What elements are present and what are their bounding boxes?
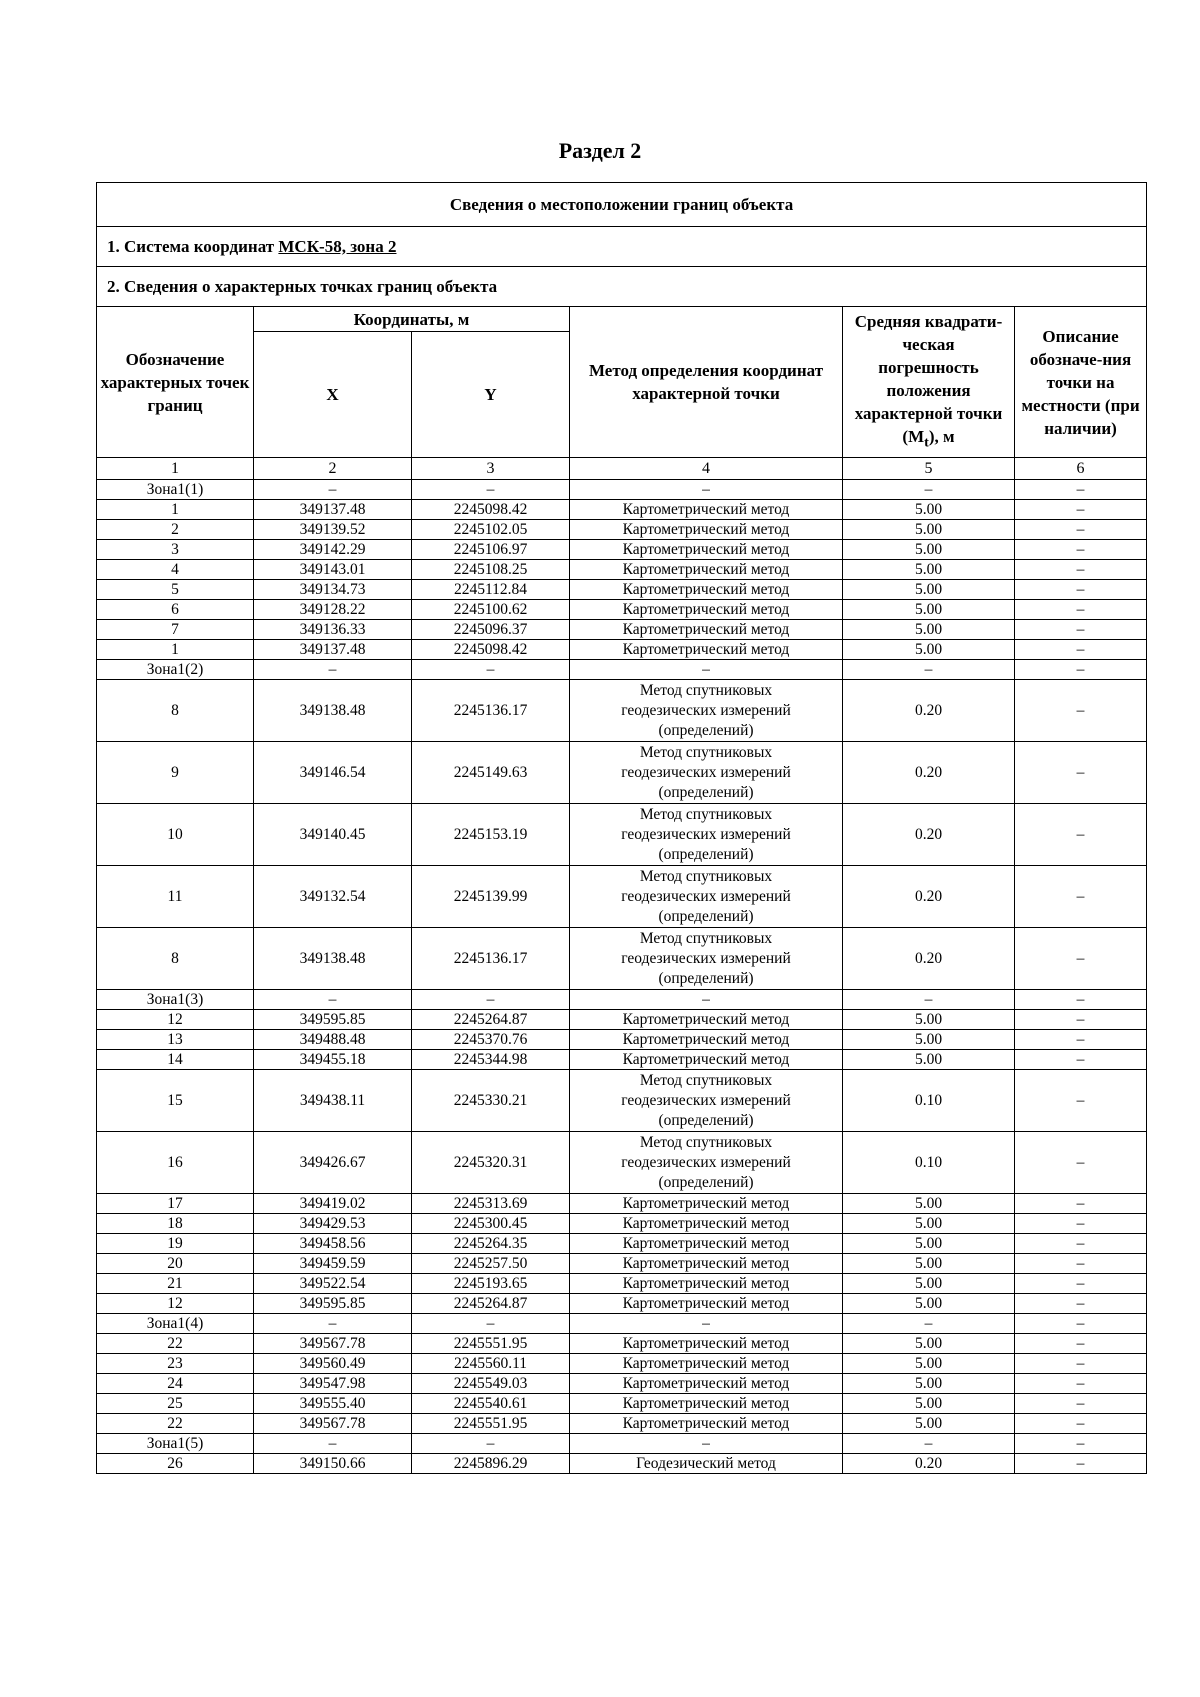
coord-x: 349150.66 xyxy=(254,1454,412,1474)
description: – xyxy=(1015,680,1147,742)
coord-y: 2245330.21 xyxy=(412,1070,570,1132)
coord-x: 349438.11 xyxy=(254,1070,412,1132)
mean-error: 0.20 xyxy=(843,928,1015,990)
table-row xyxy=(97,680,1147,742)
mean-error: 0.20 xyxy=(843,1454,1015,1474)
table-row xyxy=(97,866,1147,928)
coord-y: 2245139.99 xyxy=(412,866,570,928)
table-row xyxy=(97,1294,1147,1314)
method: Метод спутниковых геодезических измерений (определений) xyxy=(570,1132,843,1194)
table-row xyxy=(97,640,1147,660)
mean-error: 0.20 xyxy=(843,866,1015,928)
description: – xyxy=(1015,1354,1147,1374)
point-id: 9 xyxy=(97,742,254,804)
coord-y: 2245313.69 xyxy=(412,1194,570,1214)
mean-error: 5.00 xyxy=(843,1254,1015,1274)
table-row xyxy=(97,580,1147,600)
coord-x: 349595.85 xyxy=(254,1294,412,1314)
description: – xyxy=(1015,1070,1147,1132)
description: – xyxy=(1015,1010,1147,1030)
method: Метод спутниковых геодезических измерений (определений) xyxy=(570,1070,843,1132)
col-header-method: Метод определения координат характерной точки xyxy=(570,307,843,458)
method: Метод спутниковых геодезических измерений (определений) xyxy=(570,928,843,990)
description: – xyxy=(1015,500,1147,520)
zone-dash: – xyxy=(254,1314,412,1334)
method: Картометрический метод xyxy=(570,1010,843,1030)
coordinate-system xyxy=(97,227,1147,267)
coord-x: 349429.53 xyxy=(254,1214,412,1234)
table-row xyxy=(97,540,1147,560)
description: – xyxy=(1015,1414,1147,1434)
description: – xyxy=(1015,1030,1147,1050)
coord-y: 2245098.42 xyxy=(412,500,570,520)
zone-dash: – xyxy=(254,990,412,1010)
col-header-coords: Координаты, м xyxy=(254,307,570,332)
mean-error: 5.00 xyxy=(843,1374,1015,1394)
method: Картометрический метод xyxy=(570,560,843,580)
zone-dash: – xyxy=(843,990,1015,1010)
coord-x: 349426.67 xyxy=(254,1132,412,1194)
zone-dash: – xyxy=(1015,990,1147,1010)
method: Картометрический метод xyxy=(570,580,843,600)
zone-row xyxy=(97,990,1147,1010)
table-row xyxy=(97,928,1147,990)
coord-x: 349547.98 xyxy=(254,1374,412,1394)
zone-dash: – xyxy=(570,480,843,500)
coord-y: 2245344.98 xyxy=(412,1050,570,1070)
point-id: 1 xyxy=(97,640,254,660)
coord-y: 2245896.29 xyxy=(412,1454,570,1474)
mean-error: 5.00 xyxy=(843,1414,1015,1434)
zone-dash: – xyxy=(1015,660,1147,680)
mean-error: 5.00 xyxy=(843,1234,1015,1254)
point-id: 8 xyxy=(97,680,254,742)
mean-error: 0.10 xyxy=(843,1132,1015,1194)
mean-error: 5.00 xyxy=(843,1274,1015,1294)
coord-x: 349595.85 xyxy=(254,1010,412,1030)
table-title: Сведения о местоположении границ объекта xyxy=(97,183,1147,227)
coord-y: 2245264.35 xyxy=(412,1234,570,1254)
col-header-description: Описание обозначе-ния точки на местности (при наличии) xyxy=(1015,307,1147,458)
zone-dash: – xyxy=(412,990,570,1010)
point-id: 22 xyxy=(97,1334,254,1354)
description: – xyxy=(1015,620,1147,640)
method: Картометрический метод xyxy=(570,1234,843,1254)
method: Картометрический метод xyxy=(570,520,843,540)
description: – xyxy=(1015,1214,1147,1234)
table-row xyxy=(97,1070,1147,1132)
zone-dash: – xyxy=(1015,480,1147,500)
table-row xyxy=(97,742,1147,804)
method: Картометрический метод xyxy=(570,1274,843,1294)
description: – xyxy=(1015,1050,1147,1070)
table-row xyxy=(97,1334,1147,1354)
point-id: 13 xyxy=(97,1030,254,1050)
description: – xyxy=(1015,600,1147,620)
zone-row xyxy=(97,1434,1147,1454)
method: Картометрический метод xyxy=(570,620,843,640)
description: – xyxy=(1015,1374,1147,1394)
method: Картометрический метод xyxy=(570,1374,843,1394)
col-header-x: X xyxy=(254,332,412,458)
table-row xyxy=(97,1254,1147,1274)
point-id: 15 xyxy=(97,1070,254,1132)
point-id: 4 xyxy=(97,560,254,580)
col-number: 6 xyxy=(1015,458,1147,480)
coord-y: 2245102.05 xyxy=(412,520,570,540)
method: Метод спутниковых геодезических измерений (определений) xyxy=(570,742,843,804)
coord-y: 2245551.95 xyxy=(412,1414,570,1434)
point-id: 26 xyxy=(97,1454,254,1474)
zone-label: Зона1(4) xyxy=(97,1314,254,1334)
table-body xyxy=(97,480,1147,1474)
description: – xyxy=(1015,520,1147,540)
points-heading: 2. Сведения о характерных точках границ объекта xyxy=(97,267,1147,307)
mean-error: 5.00 xyxy=(843,500,1015,520)
point-id: 18 xyxy=(97,1214,254,1234)
mean-error: 5.00 xyxy=(843,640,1015,660)
method: Картометрический метод xyxy=(570,500,843,520)
coord-x: 349522.54 xyxy=(254,1274,412,1294)
zone-dash: – xyxy=(843,660,1015,680)
mean-error: 0.20 xyxy=(843,742,1015,804)
zone-label: Зона1(2) xyxy=(97,660,254,680)
method: Картометрический метод xyxy=(570,1030,843,1050)
method: Картометрический метод xyxy=(570,1254,843,1274)
zone-dash: – xyxy=(412,480,570,500)
point-id: 2 xyxy=(97,520,254,540)
point-id: 8 xyxy=(97,928,254,990)
zone-dash: – xyxy=(254,660,412,680)
mean-error: 0.20 xyxy=(843,680,1015,742)
mean-error: 5.00 xyxy=(843,1354,1015,1374)
zone-dash: – xyxy=(412,660,570,680)
col-number: 1 xyxy=(97,458,254,480)
coord-x: 349134.73 xyxy=(254,580,412,600)
col-header-error-subscript: t xyxy=(924,434,929,451)
zone-dash: – xyxy=(843,1434,1015,1454)
mean-error: 5.00 xyxy=(843,1214,1015,1234)
table-row xyxy=(97,804,1147,866)
method: Геодезический метод xyxy=(570,1454,843,1474)
coord-y: 2245264.87 xyxy=(412,1294,570,1314)
description: – xyxy=(1015,1454,1147,1474)
col-number: 4 xyxy=(570,458,843,480)
coord-y: 2245300.45 xyxy=(412,1214,570,1234)
table-row xyxy=(97,1354,1147,1374)
mean-error: 5.00 xyxy=(843,1294,1015,1314)
zone-row xyxy=(97,480,1147,500)
coord-y: 2245370.76 xyxy=(412,1030,570,1050)
col-number: 3 xyxy=(412,458,570,480)
method: Картометрический метод xyxy=(570,1354,843,1374)
table-row xyxy=(97,1132,1147,1194)
coord-x: 349137.48 xyxy=(254,500,412,520)
coord-x: 349137.48 xyxy=(254,640,412,660)
coord-y: 2245098.42 xyxy=(412,640,570,660)
zone-dash: – xyxy=(412,1434,570,1454)
col-number: 5 xyxy=(843,458,1015,480)
coord-y: 2245149.63 xyxy=(412,742,570,804)
zone-label: Зона1(3) xyxy=(97,990,254,1010)
table-row xyxy=(97,560,1147,580)
point-id: 6 xyxy=(97,600,254,620)
method: Метод спутниковых геодезических измерений (определений) xyxy=(570,866,843,928)
col-header-error-part1: Средняя квадрати- xyxy=(854,311,1003,331)
method: Картометрический метод xyxy=(570,640,843,660)
point-id: 5 xyxy=(97,580,254,600)
coord-x: 349142.29 xyxy=(254,540,412,560)
description: – xyxy=(1015,804,1147,866)
description: – xyxy=(1015,1132,1147,1194)
point-id: 16 xyxy=(97,1132,254,1194)
point-id: 20 xyxy=(97,1254,254,1274)
point-id: 14 xyxy=(97,1050,254,1070)
mean-error: 5.00 xyxy=(843,1030,1015,1050)
zone-row xyxy=(97,1314,1147,1334)
mean-error: 5.00 xyxy=(843,540,1015,560)
coord-y: 2245153.19 xyxy=(412,804,570,866)
description: – xyxy=(1015,866,1147,928)
method: Картометрический метод xyxy=(570,540,843,560)
point-id: 12 xyxy=(97,1294,254,1314)
coord-x: 349138.48 xyxy=(254,928,412,990)
description: – xyxy=(1015,1234,1147,1254)
zone-dash: – xyxy=(570,1314,843,1334)
coord-y: 2245100.62 xyxy=(412,600,570,620)
coord-x: 349136.33 xyxy=(254,620,412,640)
coord-x: 349567.78 xyxy=(254,1414,412,1434)
coord-y: 2245096.37 xyxy=(412,620,570,640)
coord-y: 2245540.61 xyxy=(412,1394,570,1414)
table-row xyxy=(97,1394,1147,1414)
zone-dash: – xyxy=(412,1314,570,1334)
col-header-error xyxy=(843,307,1015,458)
table-row xyxy=(97,1010,1147,1030)
description: – xyxy=(1015,1194,1147,1214)
coord-x: 349128.22 xyxy=(254,600,412,620)
table-row xyxy=(97,1214,1147,1234)
coordinate-system-label: 1. Система координат xyxy=(107,236,279,256)
coord-y: 2245560.11 xyxy=(412,1354,570,1374)
point-id: 1 xyxy=(97,500,254,520)
table-row xyxy=(97,520,1147,540)
description: – xyxy=(1015,540,1147,560)
zone-row xyxy=(97,660,1147,680)
zone-dash: – xyxy=(1015,1434,1147,1454)
section-title: Раздел 2 xyxy=(558,138,642,163)
method: Картометрический метод xyxy=(570,1334,843,1354)
table-row xyxy=(97,1454,1147,1474)
table-row xyxy=(97,500,1147,520)
mean-error: 5.00 xyxy=(843,620,1015,640)
mean-error: 0.20 xyxy=(843,804,1015,866)
coord-x: 349459.59 xyxy=(254,1254,412,1274)
description: – xyxy=(1015,1254,1147,1274)
point-id: 12 xyxy=(97,1010,254,1030)
coord-y: 2245551.95 xyxy=(412,1334,570,1354)
point-id: 19 xyxy=(97,1234,254,1254)
table-row xyxy=(97,1050,1147,1070)
method: Картометрический метод xyxy=(570,1214,843,1234)
description: – xyxy=(1015,1394,1147,1414)
method: Метод спутниковых геодезических измерений (определений) xyxy=(570,680,843,742)
point-id: 21 xyxy=(97,1274,254,1294)
coordinate-system-value: МСК-58, зона 2 xyxy=(278,236,397,256)
point-id: 23 xyxy=(97,1354,254,1374)
table-row xyxy=(97,1194,1147,1214)
coord-y: 2245549.03 xyxy=(412,1374,570,1394)
zone-dash: – xyxy=(570,990,843,1010)
description: – xyxy=(1015,1334,1147,1354)
zone-dash: – xyxy=(254,480,412,500)
point-id: 10 xyxy=(97,804,254,866)
description: – xyxy=(1015,1294,1147,1314)
coord-y: 2245112.84 xyxy=(412,580,570,600)
mean-error: 5.00 xyxy=(843,1050,1015,1070)
zone-dash: – xyxy=(843,1314,1015,1334)
mean-error: 5.00 xyxy=(843,580,1015,600)
method: Картометрический метод xyxy=(570,1194,843,1214)
zone-dash: – xyxy=(254,1434,412,1454)
coord-x: 349455.18 xyxy=(254,1050,412,1070)
mean-error: 5.00 xyxy=(843,560,1015,580)
coord-x: 349138.48 xyxy=(254,680,412,742)
zone-dash: – xyxy=(843,480,1015,500)
point-id: 3 xyxy=(97,540,254,560)
table-row xyxy=(97,1414,1147,1434)
coord-y: 2245136.17 xyxy=(412,680,570,742)
table-row xyxy=(97,600,1147,620)
coord-x: 349139.52 xyxy=(254,520,412,540)
coord-x: 349458.56 xyxy=(254,1234,412,1254)
description: – xyxy=(1015,928,1147,990)
point-id: 25 xyxy=(97,1394,254,1414)
table-row xyxy=(97,620,1147,640)
zone-label: Зона1(1) xyxy=(97,480,254,500)
table-row xyxy=(97,1030,1147,1050)
point-id: 11 xyxy=(97,866,254,928)
mean-error: 5.00 xyxy=(843,1194,1015,1214)
coord-x: 349560.49 xyxy=(254,1354,412,1374)
mean-error: 5.00 xyxy=(843,1394,1015,1414)
zone-dash: – xyxy=(1015,1314,1147,1334)
method: Картометрический метод xyxy=(570,1294,843,1314)
coord-y: 2245264.87 xyxy=(412,1010,570,1030)
method: Метод спутниковых геодезических измерений (определений) xyxy=(570,804,843,866)
method: Картометрический метод xyxy=(570,1394,843,1414)
mean-error: 5.00 xyxy=(843,520,1015,540)
boundary-points-table xyxy=(96,182,1147,1474)
method: Картометрический метод xyxy=(570,1050,843,1070)
zone-label: Зона1(5) xyxy=(97,1434,254,1454)
coord-x: 349140.45 xyxy=(254,804,412,866)
coord-x: 349488.48 xyxy=(254,1030,412,1050)
description: – xyxy=(1015,640,1147,660)
coord-y: 2245108.25 xyxy=(412,560,570,580)
col-header-error-part3: ), м xyxy=(928,426,955,446)
table-row xyxy=(97,1374,1147,1394)
description: – xyxy=(1015,580,1147,600)
method: Картометрический метод xyxy=(570,600,843,620)
coord-x: 349146.54 xyxy=(254,742,412,804)
mean-error: 5.00 xyxy=(843,1334,1015,1354)
coord-y: 2245193.65 xyxy=(412,1274,570,1294)
point-id: 22 xyxy=(97,1414,254,1434)
col-header-y: Y xyxy=(412,332,570,458)
coord-y: 2245257.50 xyxy=(412,1254,570,1274)
coord-x: 349419.02 xyxy=(254,1194,412,1214)
description: – xyxy=(1015,742,1147,804)
coord-y: 2245320.31 xyxy=(412,1132,570,1194)
col-number: 2 xyxy=(254,458,412,480)
coord-x: 349567.78 xyxy=(254,1334,412,1354)
point-id: 17 xyxy=(97,1194,254,1214)
table-row xyxy=(97,1274,1147,1294)
table-row xyxy=(97,1234,1147,1254)
point-id: 24 xyxy=(97,1374,254,1394)
mean-error: 0.10 xyxy=(843,1070,1015,1132)
coord-y: 2245136.17 xyxy=(412,928,570,990)
col-header-error-part2: ческая погрешность положения характерной точки (M xyxy=(854,334,1003,446)
coord-y: 2245106.97 xyxy=(412,540,570,560)
mean-error: 5.00 xyxy=(843,1010,1015,1030)
coord-x: 349143.01 xyxy=(254,560,412,580)
col-header-point: Обозначение характерных точек границ xyxy=(97,307,254,458)
description: – xyxy=(1015,560,1147,580)
point-id: 7 xyxy=(97,620,254,640)
description: – xyxy=(1015,1274,1147,1294)
method: Картометрический метод xyxy=(570,1414,843,1434)
coord-x: 349555.40 xyxy=(254,1394,412,1414)
coord-x: 349132.54 xyxy=(254,866,412,928)
mean-error: 5.00 xyxy=(843,600,1015,620)
zone-dash: – xyxy=(570,1434,843,1454)
zone-dash: – xyxy=(570,660,843,680)
